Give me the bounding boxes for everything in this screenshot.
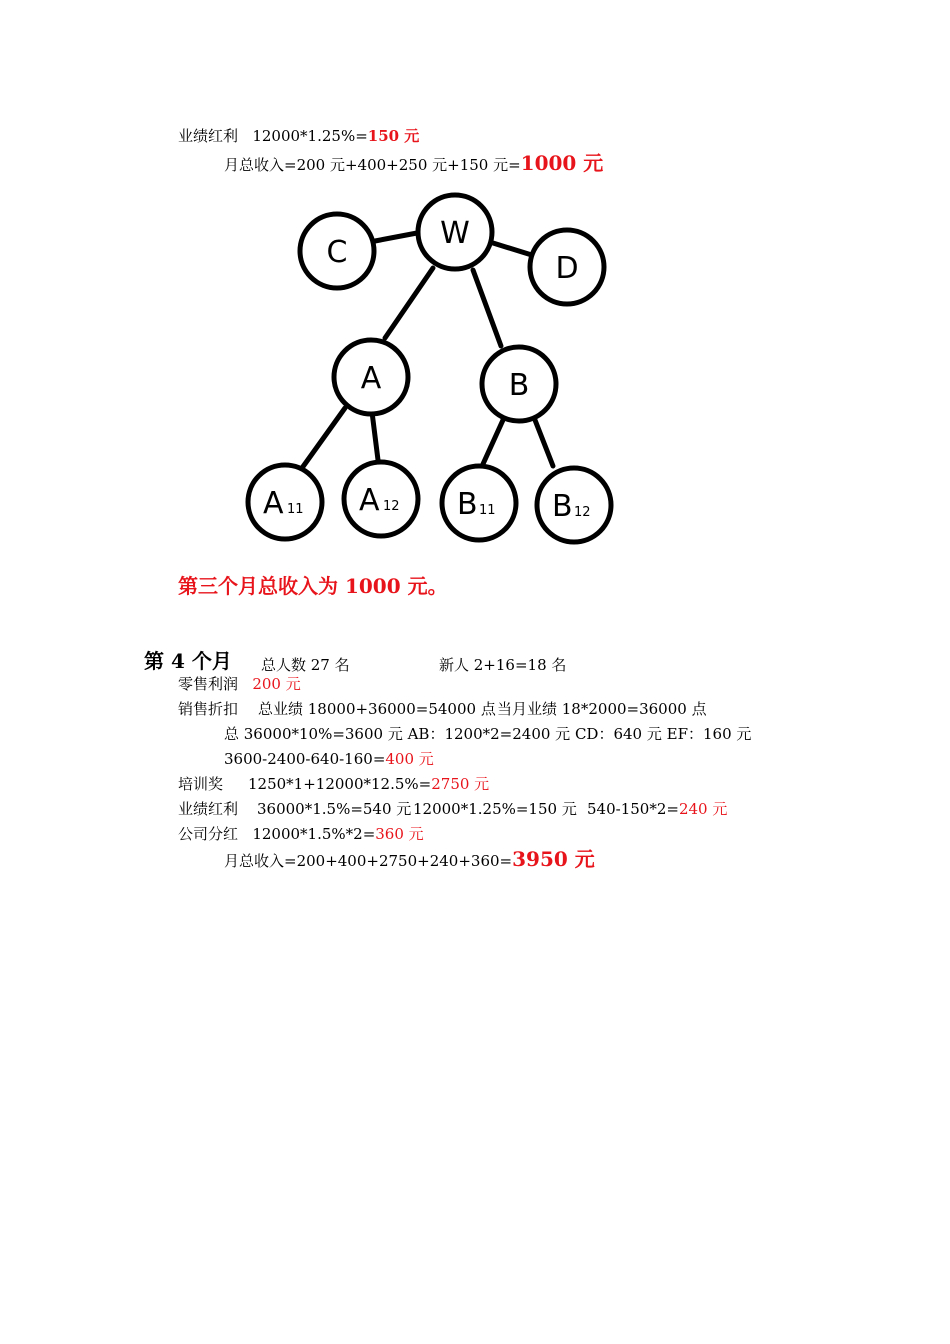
training-formula: 1250*1+12000*12.5%=	[248, 775, 432, 793]
discount-total: 总业绩 18000+36000=54000 点	[258, 700, 496, 718]
training-value: 2750 元	[431, 775, 490, 793]
training-label: 培训奖	[178, 775, 224, 793]
discount-result-value: 400 元	[385, 750, 434, 768]
node-a12-subscript: 12	[383, 499, 400, 514]
node-a11-label: A	[263, 486, 284, 521]
dividend-formula: 12000*1.5%*2=	[252, 825, 376, 843]
month4-total-value: 3950 元	[512, 847, 595, 871]
month3-summary: 第三个月总收入为 1000 元。	[178, 574, 448, 598]
bonus-line	[178, 126, 419, 146]
training-formula-group	[248, 774, 489, 794]
month4-header	[144, 648, 744, 674]
edge-a-a11	[302, 408, 345, 468]
node-a11-circle	[248, 465, 322, 539]
dividend-label: 公司分红	[178, 825, 239, 843]
dividend-value: 360 元	[375, 825, 424, 843]
retail-value: 200 元	[252, 675, 301, 693]
referral-tree-diagram	[235, 186, 625, 556]
edge-a-a12	[372, 412, 378, 460]
month4-total-formula: 月总收入=200+400+2750+240+360=	[224, 852, 513, 870]
node-b12-label: B	[552, 489, 573, 524]
retail-line	[178, 674, 301, 694]
month4-bonus-part2: 12000*1.25%=150 元	[413, 800, 577, 818]
total-income-line	[224, 152, 603, 176]
month4-bonus-part3-value: 240 元	[678, 800, 728, 818]
node-a12-circle	[344, 462, 418, 536]
node-b12-subscript: 12	[574, 505, 591, 520]
month4-total-people: 总人数 27 名	[261, 656, 350, 674]
training-line	[178, 774, 578, 794]
node-c-label: C	[326, 235, 348, 270]
month4-bonus-line	[178, 799, 738, 819]
edge-w-b	[473, 270, 501, 346]
node-b-label: B	[508, 368, 530, 403]
total-income-value: 1000 元	[520, 151, 604, 175]
month4-bonus-part1: 36000*1.5%=540 元	[257, 800, 412, 818]
discount-label: 销售折扣	[178, 700, 239, 718]
bonus-formula: 12000*1.25%=	[252, 127, 368, 145]
month4-bonus-part3	[587, 799, 727, 819]
edge-w-a	[385, 268, 433, 338]
node-a-label: A	[360, 361, 382, 396]
node-w-label: W	[440, 216, 470, 251]
discount-breakdown-line: 总 36000*10%=3600 元 AB：1200*2=2400 元 CD：640 元 EF：160 元	[224, 725, 752, 743]
edge-w-c	[375, 233, 417, 241]
discount-result-formula: 3600-2400-640-160=	[224, 750, 386, 768]
bonus-label: 业绩红利	[178, 127, 239, 145]
node-a11-subscript: 11	[287, 502, 304, 517]
total-income-formula: 月总收入=200 元+400+250 元+150 元=	[224, 156, 521, 174]
discount-result-line	[224, 749, 434, 769]
dividend-line	[178, 824, 424, 844]
month4-total-line	[224, 848, 595, 872]
node-a12-label: A	[359, 483, 380, 518]
month4-bonus-label: 业绩红利	[178, 800, 239, 818]
edge-w-d	[493, 243, 535, 256]
node-b11-subscript: 11	[479, 503, 496, 518]
retail-label: 零售利润	[178, 675, 239, 693]
edge-b-b11	[483, 420, 503, 464]
month4-title: 第 4 个月	[144, 649, 232, 673]
node-b11-label: B	[457, 487, 478, 522]
bonus-value: 150 元	[367, 127, 420, 145]
edge-b-b12	[535, 420, 553, 466]
discount-line	[178, 699, 738, 719]
month4-new-people: 新人 2+16=18 名	[439, 656, 567, 674]
node-d-label: D	[555, 251, 579, 286]
month4-bonus-part3-formula: 540-150*2=	[587, 800, 679, 818]
discount-month: 当月业绩 18*2000=36000 点	[497, 700, 707, 718]
